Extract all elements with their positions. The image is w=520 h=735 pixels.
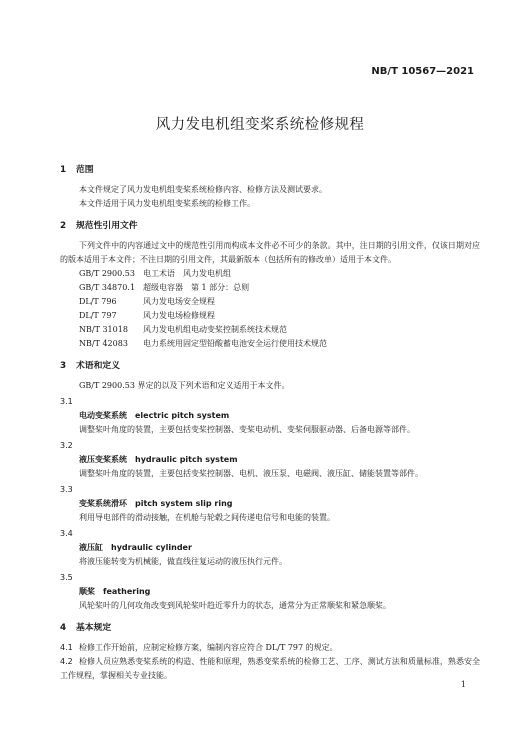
reference-title: 风力发电场检修规程 (143, 311, 215, 320)
page-number: 1 (460, 680, 466, 689)
reference-code: NB/T 31018 (79, 325, 128, 334)
section-heading (60, 163, 480, 178)
section-title: 基本规定 (76, 623, 112, 633)
section-number: 4 (60, 623, 67, 633)
reference-code: DL/T 796 (79, 297, 117, 306)
term-definition: 风轮桨叶的几何攻角改变到风轮桨叶趋近零升力的状态，通常分为正常顺桨和紧急顺桨。 (79, 601, 391, 610)
reference-code: GB/T 34870.1 (79, 283, 135, 292)
document-body (60, 163, 480, 683)
term-heading (60, 409, 480, 423)
term-zh: 电动变桨系统 (79, 411, 127, 420)
document-code: NB/T 10567—2021 (371, 66, 474, 77)
term-zh: 顺桨 (79, 587, 95, 596)
term-heading (60, 497, 480, 511)
term-number: 3.1 (60, 397, 73, 406)
term-en: hydraulic pitch system (135, 455, 238, 464)
clause-text: 检修人员应熟悉变桨系统的构造、性能和原理，熟悉变桨系统的检修工艺、工序、测试方法和质量标准，熟悉安全工作规程，掌握相关专业技能。 (60, 657, 480, 680)
paragraph: 本文件规定了风力发电机组变桨系统检修内容、检修方法及测试要求。 (79, 185, 327, 194)
paragraph: GB/T 2900.53 界定的以及下列术语和定义适用于本文件。 (79, 381, 290, 390)
term-en: pitch system slip ring (135, 499, 233, 508)
section-number: 1 (60, 165, 67, 175)
term-definition: 调整桨叶角度的装置，主要包括变桨控制器、电机、液压泵、电磁阀、液压缸、储能装置等部件。 (79, 469, 423, 478)
reference-item (60, 267, 480, 281)
reference-title: 风力发电机组电动变桨控制系统技术规范 (143, 325, 287, 334)
clause-item (60, 655, 480, 683)
reference-item (60, 295, 480, 309)
reference-item (60, 323, 480, 337)
term-en: feathering (103, 587, 151, 596)
term-number: 3.3 (60, 485, 73, 494)
paragraph: 本文件适用于风力发电机组变桨系统的检修工作。 (79, 199, 255, 208)
clause-number: 4.1 (60, 643, 73, 652)
section-number: 3 (60, 361, 67, 371)
term-number: 3.5 (60, 573, 73, 582)
term-definition: 调整桨叶角度的装置，主要包括变桨控制器、变桨电动机、变桨伺服驱动器、后备电源等部件。 (79, 425, 415, 434)
reference-title: 超级电容器 第 1 部分：总则 (143, 283, 250, 292)
clause-item (60, 641, 480, 655)
reference-title: 电工术语 风力发电机组 (143, 269, 231, 278)
reference-title: 风力发电场安全规程 (143, 297, 215, 306)
reference-item (60, 281, 480, 295)
term-en: electric pitch system (135, 411, 230, 420)
section-heading (60, 621, 480, 636)
term-definition: 利用导电部件的滑动接触，在机舱与轮毂之间传递电信号和电能的装置。 (79, 513, 335, 522)
clause-text: 检修工作开始前，应制定检修方案，编制内容应符合 DL/T 797 的规定。 (79, 643, 338, 652)
paragraph: 下列文件中的内容通过文中的规范性引用而构成本文件必不可少的条款。其中，注日期的引用文件，仅该日期对应的版本适用于本文件；不注日期的引用文件，其最新版本（包括所有的修改单）适用于本文件。 (60, 241, 480, 264)
section-heading (60, 359, 480, 374)
term-heading (60, 585, 480, 599)
document-title: 风力发电机组变桨系统检修规程 (155, 117, 365, 133)
term-number: 3.2 (60, 441, 73, 450)
section-title: 规范性引用文件 (76, 221, 138, 231)
term-zh: 液压变桨系统 (79, 455, 127, 464)
term-heading (60, 453, 480, 467)
term-zh: 变桨系统滑环 (79, 499, 127, 508)
term-definition: 将液压能转变为机械能，做直线往复运动的液压执行元件。 (79, 557, 287, 566)
section-title: 术语和定义 (76, 361, 120, 371)
term-zh: 液压缸 (79, 543, 103, 552)
term-en: hydraulic cylinder (111, 543, 192, 552)
clause-number: 4.2 (60, 657, 73, 666)
reference-code: GB/T 2900.53 (79, 269, 135, 278)
reference-title: 电力系统用固定型铅酸蓄电池安全运行使用技术规范 (143, 339, 327, 348)
reference-item (60, 309, 480, 323)
reference-code: NB/T 42083 (79, 339, 128, 348)
term-heading (60, 541, 480, 555)
section-heading (60, 219, 480, 234)
reference-item (60, 337, 480, 351)
term-number: 3.4 (60, 529, 73, 538)
reference-code: DL/T 797 (79, 311, 117, 320)
section-number: 2 (60, 221, 67, 231)
section-title: 范围 (76, 165, 94, 175)
